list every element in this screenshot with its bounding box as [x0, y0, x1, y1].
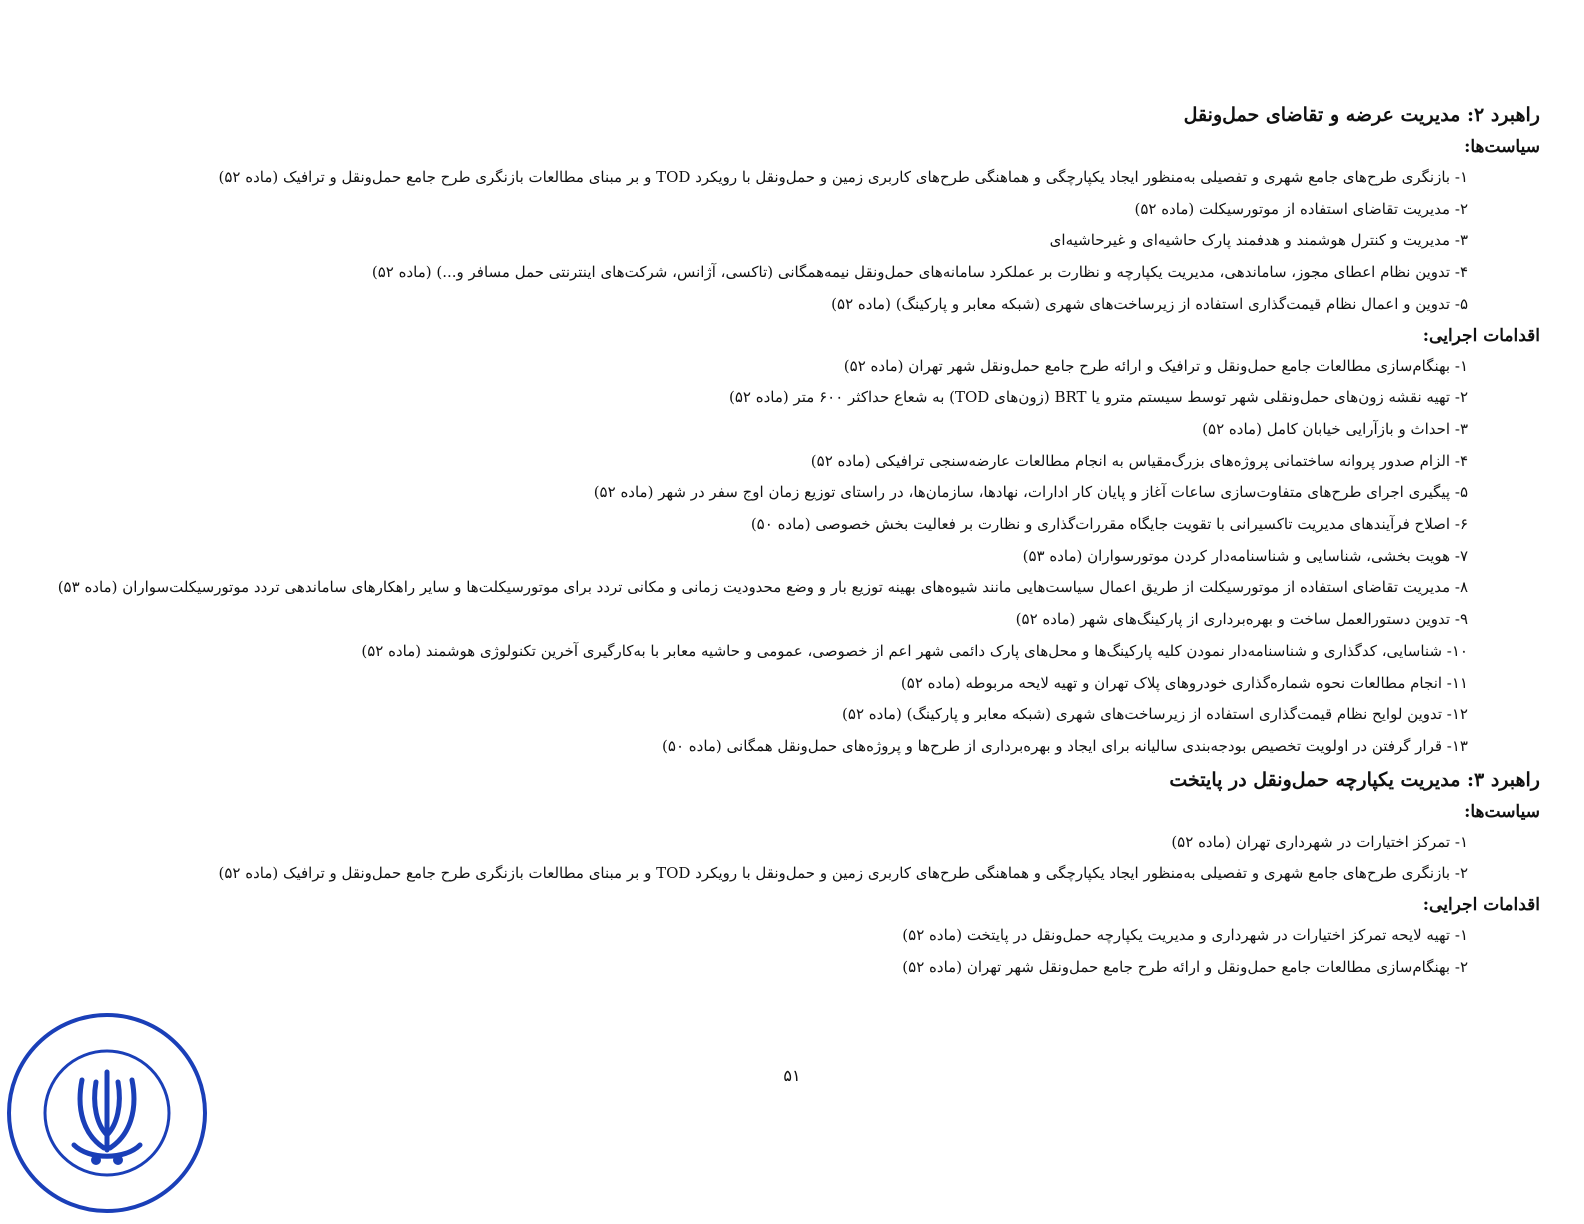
page-number: ۵۱ — [783, 1066, 801, 1085]
strategy-2-title: راهبرد ۲: مدیریت عرضه و تقاضای حمل‌ونقل — [1183, 104, 1540, 126]
strategy-2-policy: ۱- بازنگری طرح‌های جامع شهری و تفصیلی به‌منظور ایجاد یکپارچگی و هماهنگی طرح‌های کاربری زمین و حمل‌ونقل با رویکرد TOD و بر مبنای مطالعات بازنگری طرح جامع حمل‌ونقل و ترافیک (ماده ۵۲) — [218, 168, 1468, 186]
strategy-2-action: ۹- تدوین دستورالعمل ساخت و بهره‌برداری از پارکینگ‌های شهر (ماده ۵۲) — [1015, 610, 1468, 629]
strategy-3-action: ۱- تهیه لایحه تمرکز اختیارات در شهرداری و مدیریت یکپارچه حمل‌ونقل در پایتخت (ماده ۵۲) — [902, 926, 1468, 945]
strategy-3-policy: ۲- بازنگری طرح‌های جامع شهری و تفصیلی به‌منظور ایجاد یکپارچگی و هماهنگی طرح‌های کاربری زمین و حمل‌ونقل با رویکرد TOD و بر مبنای مطالعات بازنگری طرح جامع حمل‌ونقل و ترافیک (ماده ۵۲) — [218, 864, 1468, 883]
strategy-2-action: ۱۳- قرار گرفتن در اولویت تخصیص بودجه‌بندی سالیانه برای ایجاد و بهره‌برداری از طرح‌ها و پروژه‌های حمل‌ونقل همگانی (ماده ۵۰) — [662, 736, 1468, 755]
strategy-2-policy: ۲- مدیریت تقاضای استفاده از موتورسیکلت (ماده ۵۲) — [1134, 199, 1468, 218]
strategy-2-action: ۲- تهیه نقشه زون‌های حمل‌ونقلی شهر توسط سیستم مترو یا BRT (زون‌های TOD) به شعاع حداکثر ۶۰۰ متر (ماده ۵۲) — [728, 388, 1468, 407]
strategy-3-actions-label: اقدامات اجرایی: — [1422, 895, 1540, 916]
strategy-3-policies-label: سیاست‌ها: — [1464, 801, 1540, 822]
strategy-2-action: ۱۱- انجام مطالعات نحوه شماره‌گذاری خودروهای پلاک تهران و تهیه لایحه مربوطه (ماده ۵۲) — [900, 673, 1468, 692]
strategy-2-action: ۳- احداث و بازآرایی خیابان کامل (ماده ۵۲) — [1202, 419, 1468, 438]
seal-emblem — [74, 1072, 140, 1156]
strategy-2-action: ۱۲- تدوین لوایح نظام قیمت‌گذاری استفاده از زیرساخت‌های شهری (شبکه معابر و پارکینگ) (ماده ۵۲) — [842, 705, 1468, 724]
strategy-2-action: ۷- هویت بخشی، شناسایی و شناسنامه‌دار کردن موتورسواران (ماده ۵۳) — [1022, 546, 1468, 565]
strategy-3-action: ۲- بهنگام‌سازی مطالعات جامع حمل‌ونقل و ارائه طرح جامع حمل‌ونقل شهر تهران (ماده ۵۲) — [902, 957, 1468, 976]
strategy-2-action: ۱۰- شناسایی، کدگذاری و شناسنامه‌دار نمودن کلیه پارکینگ‌ها و محل‌های پارک دائمی شهر اعم از خصوصی، عمومی و حاشیه معابر با به‌کارگیری آخرین تکنولوژی هوشمند (ماده ۵۲) — [361, 641, 1468, 660]
strategy-2-policies-label: سیاست‌ها: — [1464, 137, 1540, 157]
strategy-2-action: ۴- الزام صدور پروانه ساختمانی پروژه‌های بزرگ‌مقیاس به انجام مطالعات عارضه‌سنجی ترافیکی (ماده ۵۲) — [810, 451, 1468, 470]
strategy-2-actions-label: اقدامات اجرایی: — [1422, 325, 1540, 346]
strategy-2-action: ۸- مدیریت تقاضای استفاده از موتورسیکلت از طریق اعمال سیاست‌هایی مانند شیوه‌های بهینه توزیع بار و وضع محدودیت زمانی و مکانی تردد برای موتورسیکلت‌ها و سایر راهکارهای ساماندهی تردد موتورسیکلت‌سواران (ماده ۵۳) — [57, 578, 1468, 597]
strategy-2-policy: ۵- تدوین و اعمال نظام قیمت‌گذاری استفاده از زیرساخت‌های شهری (شبکه معابر و پارکینگ) (ماده ۵۲) — [831, 294, 1468, 313]
strategy-2-action: ۵- پیگیری اجرای طرح‌های متفاوت‌سازی ساعات آغاز و پایان کار ادارات، نهادها، سازمان‌ها، در راستای توزیع زمان اوج سفر در شهر (ماده ۵۲) — [593, 483, 1468, 502]
strategy-2-action: ۶- اصلاح فرآیندهای مدیریت تاکسیرانی با تقویت جایگاه مقررات‌گذاری و نظارت بر فعالیت بخش خصوصی (ماده ۵۰) — [750, 515, 1468, 534]
strategy-2-action: ۱- بهنگام‌سازی مطالعات جامع حمل‌ونقل و ترافیک و ارائه طرح جامع حمل‌ونقل شهر تهران (ماده ۵۲) — [843, 356, 1468, 375]
strategy-2-policy: ۳- مدیریت و کنترل هوشمند و هدفمند پارک حاشیه‌ای و غیرحاشیه‌ای — [1049, 231, 1468, 250]
strategy-3-title: راهبرد ۳: مدیریت یکپارچه حمل‌ونقل در پایتخت — [1169, 768, 1540, 791]
document-body — [50, 98, 1540, 983]
council-seal-icon — [4, 1010, 210, 1216]
strategy-2-policy: ۴- تدوین نظام اعطای مجوز، ساماندهی، مدیریت یکپارچه و نظارت بر عملکرد سامانه‌های حمل‌ونقل نیمه‌همگانی (تاکسی، آژانس، شرکت‌های اینترنتی حمل مسافر و...) (ماده ۵۲) — [371, 263, 1468, 282]
strategy-3-policy: ۱- تمرکز اختیارات در شهرداری تهران (ماده ۵۲) — [1171, 832, 1468, 851]
